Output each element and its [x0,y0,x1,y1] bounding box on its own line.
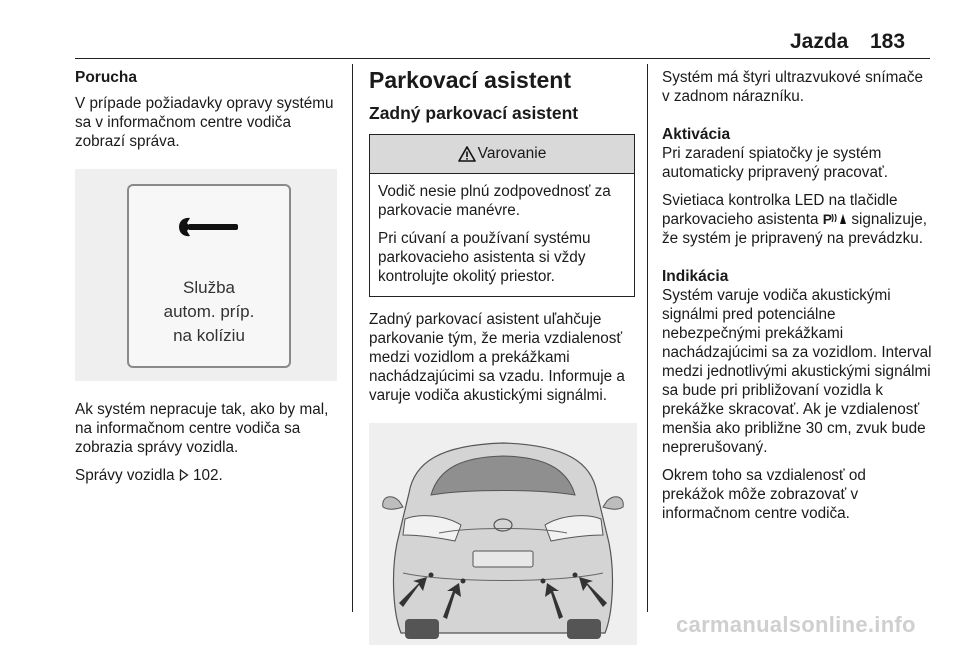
warning-triangle-icon [458,146,476,162]
parking-assist-symbol [823,210,847,229]
rear-car-sensors-illustration [369,423,637,645]
activation-paragraph-1: Pri zaradení spiatočky je systém automaticky pripravený pracovať. [662,145,888,181]
message-line-3: na kolíziu [173,326,245,345]
indication-heading: Indikácia [662,268,729,285]
parking-assist-heading: Parkovací asistent [369,67,572,93]
warning-paragraph-1: Vodič nesie plnú zodpovednosť za parkovacie manévre. [378,183,611,219]
service-message-illustration [75,169,337,381]
rear-parking-assist-subheading: Zadný parkovací asistent [369,103,579,123]
message-line-1: Služba [183,278,235,297]
column-2 [369,66,637,645]
warning-header [370,135,634,174]
page-ref-arrow-icon [179,469,189,481]
message-line-2: autom. príp. [163,302,255,321]
fault-heading: Porucha [75,69,138,86]
malfunction-paragraph: Ak systém nepracuje tak, ako by mal, na informačnom centre vodiča sa zobrazia správy vozidla. [75,401,329,456]
vehicle-messages-ref [75,466,343,485]
display-frame [127,184,291,368]
parking-sensor-waves-icon [831,212,847,225]
column-divider-1 [352,64,353,612]
fault-paragraph: V prípade požiadavky opravy systému sa v informačnom centre vodiča zobrazí správa. [75,95,334,150]
car-rear-view [369,423,637,645]
indication-paragraph-1: Systém varuje vodiča akustickými signálmi pred potenciálne nebezpečnými prekážkami nachádzajúcimi sa za vozidlom. Interval medzi jednotlivými akustickými signálmi sa bude pri približovaní vozidla k prekážke skracovať. Ak je vzdialenosť menšia ako približne 30 cm, zvuk bude neprerušovaný. [662,287,932,456]
header-rule [75,58,930,59]
indication-paragraph-2: Okrem toho sa vzdialenosť od prekážok môže zobrazovať v informačnom centre vodiča. [662,467,866,522]
column-3 [662,68,932,523]
watermark: carmanualsonline.info [676,612,916,637]
activation-text-prefix: Svietiaca kontrolka LED na tlačidle parkovacieho asistenta [662,192,898,228]
wrench-icon [177,214,241,240]
section-title: Jazda [790,30,849,53]
parking-assist-letter: P [822,211,832,227]
activation-heading: Aktivácia [662,126,731,143]
column-1 [75,68,343,485]
activation-paragraph-2 [662,191,932,248]
parking-assist-body: Zadný parkovací asistent uľahčuje parkovanie tým, že meria vzdialenosť medzi vozidlom a prekážkami nachádzajúcimi sa vzadu. Informuje a varuje vodiča akustickými signálmi. [369,311,625,404]
warning-body [370,174,634,296]
ref-text: Správy vozidla [75,467,175,484]
warning-box [369,134,635,297]
activation-text-suffix: signalizuje, že systém je pripravený na prevádzku. [662,211,927,247]
sensors-intro: Systém má štyri ultrazvukové snímače v zadnom nárazníku. [662,69,923,105]
column-divider-2 [647,64,648,612]
page-number: 183 [870,30,906,53]
warning-title: Varovanie [477,145,547,162]
ref-page[interactable]: 102. [192,467,223,484]
warning-paragraph-2: Pri cúvaní a používaní systému parkovacieho asistenta si vždy kontrolujte okolitý priestor. [378,230,591,285]
